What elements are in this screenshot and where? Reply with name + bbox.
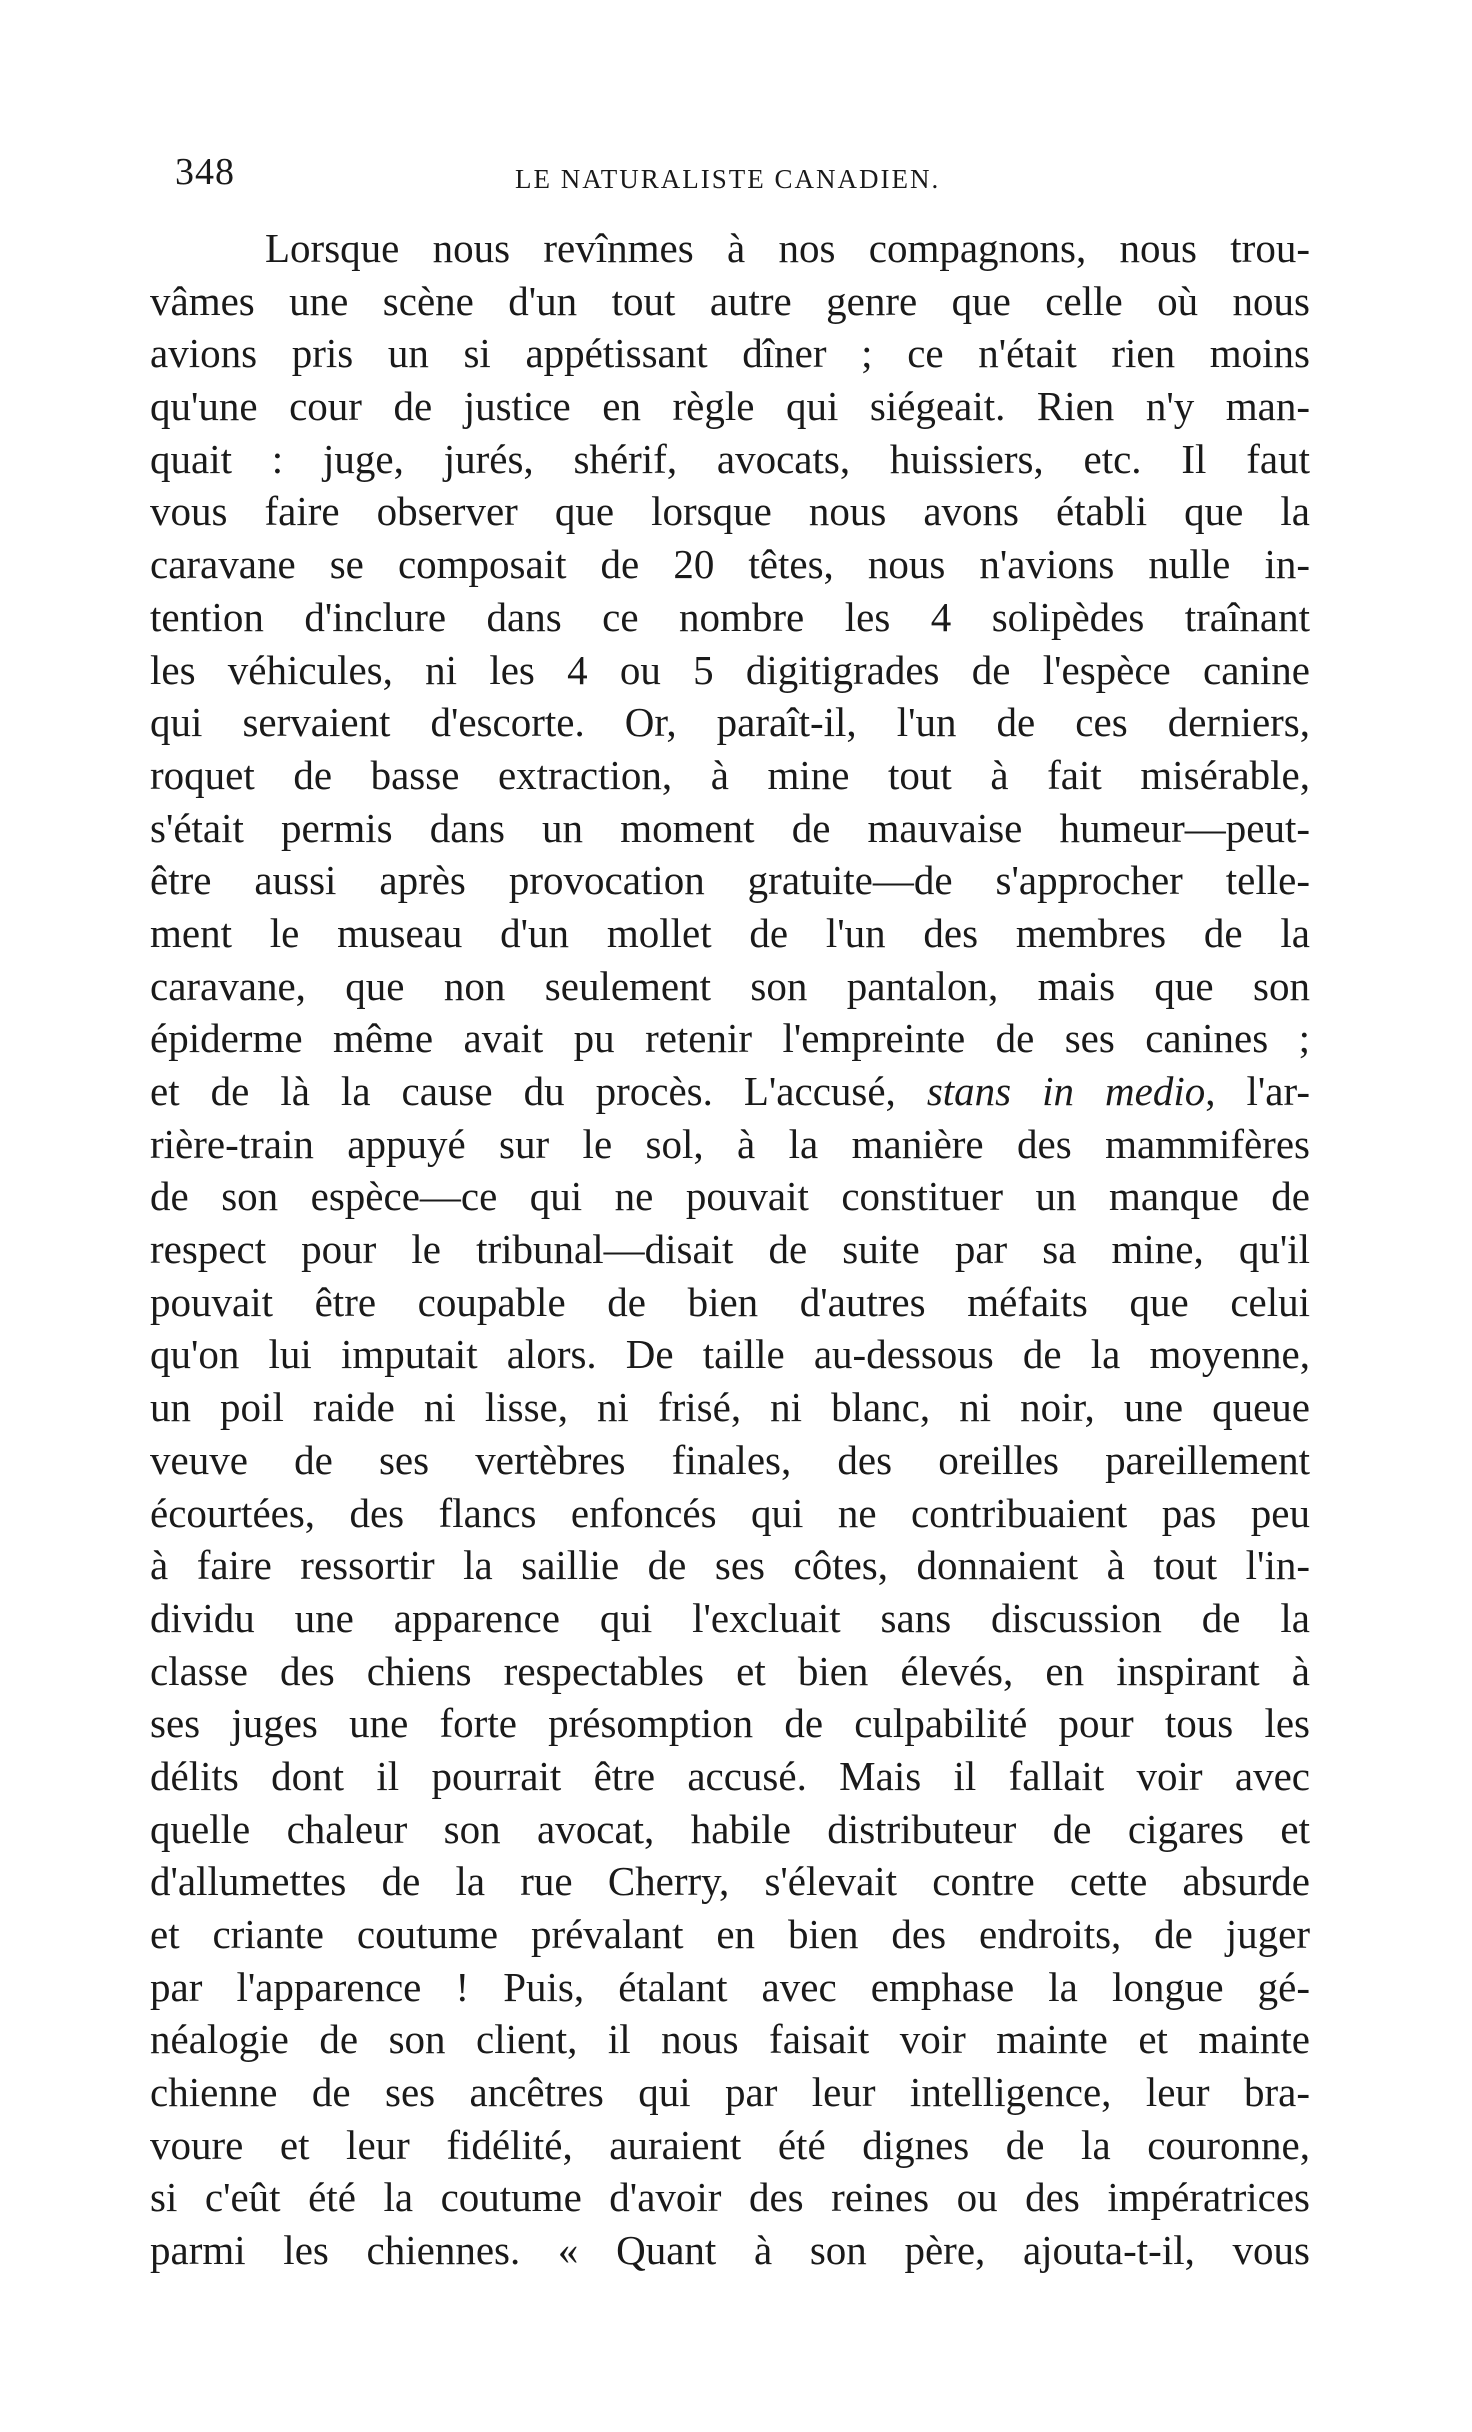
text-line: classe des chiens respectables et bien élevés, en inspirant à [150, 1647, 1310, 1694]
text-line: roquet de basse extraction, à mine tout à fait misérable, [150, 751, 1310, 798]
text-line: délits dont il pourrait être accusé. Mais il fallait voir avec [150, 1752, 1310, 1799]
text-line: tention d'inclure dans ce nombre les 4 solipèdes traînant [150, 593, 1310, 640]
text-line: être aussi après provocation gratuite—de s'approcher telle- [150, 857, 1310, 904]
text-line: ment le museau d'un mollet de l'un des membres de la [150, 909, 1310, 956]
text-line: néalogie de son client, il nous faisait voir mainte et mainte [150, 2016, 1310, 2063]
text-line: de son espèce—ce qui ne pouvait constituer un manque de [150, 1173, 1310, 1220]
text-line: chienne de ses ancêtres qui par leur intelligence, leur bra- [150, 2069, 1310, 2116]
text-line: s'était permis dans un moment de mauvaise humeur—peut- [150, 804, 1310, 851]
text-line: caravane se composait de 20 têtes, nous n'avions nulle in- [150, 541, 1310, 588]
text-line: qu'on lui imputait alors. De taille au-dessous de la moyenne, [150, 1331, 1310, 1378]
text-line: Lorsque nous revînmes à nos compagnons, nous trou- [265, 225, 1310, 271]
italic-latin-phrase: stans in medio [926, 1068, 1206, 1114]
body-paragraph [150, 222, 1310, 2277]
text-line: un poil raide ni lisse, ni frisé, ni blanc, ni noir, une queue [150, 1384, 1310, 1431]
text-line: quait : juge, jurés, shérif, avocats, huissiers, etc. Il faut [150, 435, 1310, 482]
text-line: parmi les chiennes. « Quant à son père, ajouta-t-il, vous [150, 2227, 1310, 2274]
text-line: rière-train appuyé sur le sol, à la manière des mammifères [150, 1120, 1310, 1167]
text-line: dividu une apparence qui l'excluait sans discussion de la [150, 1594, 1310, 1641]
text-line: vous faire observer que lorsque nous avons établi que la [150, 488, 1310, 535]
text-line: les véhicules, ni les 4 ou 5 digitigrades de l'espèce canine [150, 646, 1310, 693]
text-line: si c'eût été la coutume d'avoir des reines ou des impératrices [150, 2174, 1310, 2221]
text-line: qu'une cour de justice en règle qui siégeait. Rien n'y man- [150, 383, 1310, 430]
text-line: par l'apparence ! Puis, étalant avec emphase la longue gé- [150, 1963, 1310, 2010]
text-line: pouvait être coupable de bien d'autres méfaits que celui [150, 1278, 1310, 1325]
text-line: voure et leur fidélité, auraient été dignes de la couronne, [150, 2121, 1310, 2168]
text-line: vâmes une scène d'un tout autre genre que celle où nous [150, 277, 1310, 324]
text-line: et criante coutume prévalant en bien des endroits, de juger [150, 1911, 1310, 1957]
text-line: caravane, que non seulement son pantalon, mais que son [150, 962, 1310, 1009]
text-line: épiderme même avait pu retenir l'empreinte de ses canines ; [150, 1015, 1310, 1062]
text-line: veuve de ses vertèbres finales, des oreilles pareillement [150, 1436, 1310, 1483]
text-line: d'allumettes de la rue Cherry, s'élevait contre cette absurde [150, 1858, 1310, 1905]
text-line: qui servaient d'escorte. Or, paraît-il, l'un de ces derniers, [150, 699, 1310, 746]
text-line: quelle chaleur son avocat, habile distributeur de cigares et [150, 1805, 1310, 1852]
journal-title: LE NATURALISTE CANADIEN. [515, 164, 941, 194]
text-line: ses juges une forte présomption de culpabilité pour tous les [150, 1700, 1310, 1747]
page-number: 348 [175, 151, 235, 193]
text-line: avions pris un si appétissant dîner ; ce n'était rien moins [150, 330, 1310, 377]
text-segment: , l'ar- [1205, 1068, 1310, 1114]
text-line: à faire ressortir la saillie de ses côtes, donnaient à tout l'in- [150, 1542, 1310, 1589]
running-header [175, 150, 1305, 210]
text-line [150, 1065, 1310, 1118]
text-segment: et de là la cause du procès. L'accusé, [150, 1068, 927, 1114]
text-line: écourtées, des flancs enfoncés qui ne contribuaient pas peu [150, 1489, 1310, 1536]
text-line: respect pour le tribunal—disait de suite par sa mine, qu'il [150, 1226, 1310, 1273]
